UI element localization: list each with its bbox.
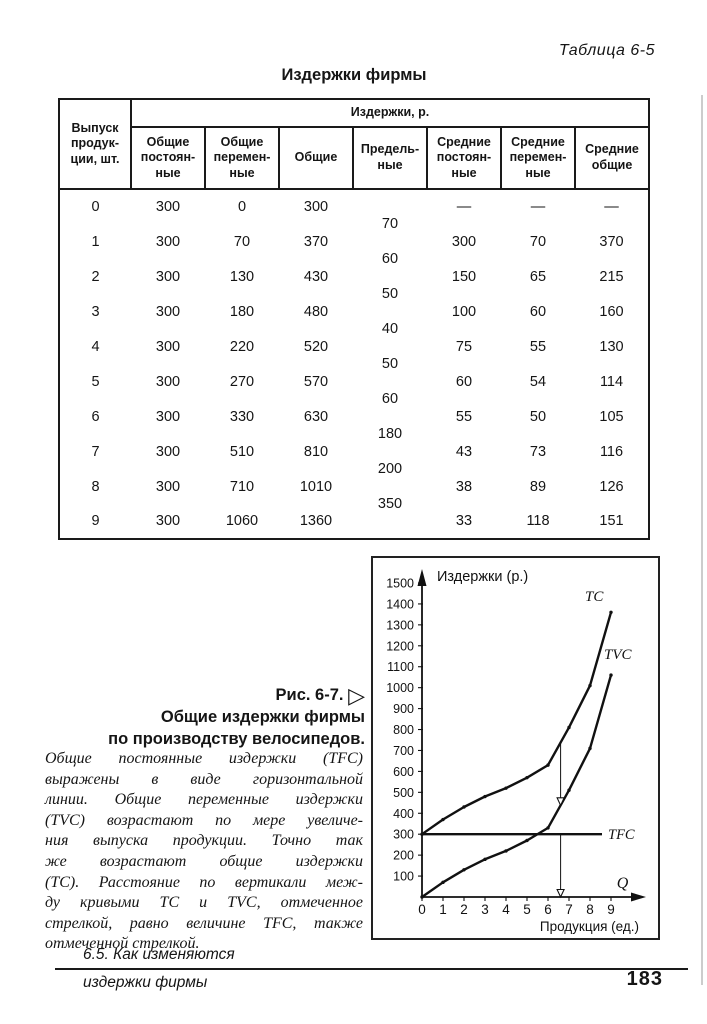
- cell-total: 570: [303, 373, 329, 390]
- cost-chart: [371, 556, 660, 940]
- cell-total-fixed: 300: [155, 443, 181, 460]
- cell-avg-variable: —: [530, 199, 546, 215]
- cell-total-fixed: 300: [155, 303, 181, 320]
- cell-avg-fixed: 75: [455, 338, 473, 355]
- costs-table: [58, 98, 650, 540]
- cell-avg-total: 126: [599, 478, 624, 495]
- cell-total: 520: [303, 338, 329, 355]
- cell-output: 8: [91, 478, 100, 495]
- cell-avg-variable: 118: [526, 513, 550, 529]
- cell-avg-fixed: 55: [455, 408, 473, 425]
- cell-total-fixed: 300: [155, 268, 181, 285]
- cell-output: 6: [91, 408, 100, 425]
- tvc-curve: [422, 675, 611, 897]
- table-row: [59, 259, 649, 294]
- footer-section-title-line1: 6.5. Как изменяются: [83, 946, 235, 963]
- cell-avg-variable: 55: [529, 338, 547, 355]
- figure-caption-title-line2: по производству велосипедов.: [108, 730, 365, 748]
- arrow-head-icon: [557, 890, 564, 898]
- cell-marginal: 50: [381, 356, 399, 372]
- page-number: 183: [626, 968, 663, 990]
- col-header-output: Выпуск продук-ции, шт.: [59, 99, 131, 189]
- cell-output: 4: [91, 338, 100, 355]
- figure-caption-title-line1: Общие издержки фирмы: [160, 708, 365, 726]
- cell-marginal: 180: [377, 426, 403, 442]
- scan-edge-artifact: [701, 95, 703, 985]
- cell-avg-total: 151: [599, 513, 624, 529]
- cell-avg-total: 160: [599, 303, 624, 320]
- cell-marginal: 60: [381, 391, 399, 407]
- footer-rule: [55, 968, 688, 970]
- cell-total-variable: 510: [229, 443, 255, 460]
- svg-text:9: 9: [607, 902, 615, 917]
- cost-chart-svg: [373, 558, 654, 934]
- cell-avg-fixed: 100: [451, 303, 477, 320]
- cell-output: 0: [91, 199, 100, 215]
- col-header-marginal: Предель-ные: [353, 127, 427, 189]
- svg-text:100: 100: [393, 869, 414, 884]
- cell-total-fixed: 300: [155, 373, 181, 390]
- cell-avg-total: —: [604, 199, 619, 215]
- svg-text:8: 8: [586, 902, 594, 917]
- cell-total: 1010: [299, 478, 333, 495]
- svg-text:4: 4: [502, 902, 510, 917]
- col-group-header-costs: Издержки, р.: [131, 99, 649, 127]
- col-header-avg-fixed: Средние постоян-ные: [427, 127, 501, 189]
- cell-total: 480: [303, 303, 329, 320]
- svg-text:600: 600: [393, 764, 414, 779]
- svg-text:Продукция (ед.): Продукция (ед.): [539, 919, 639, 934]
- cell-total-variable: 70: [233, 233, 251, 250]
- cell-output: 2: [91, 268, 100, 285]
- cell-avg-variable: 65: [529, 268, 547, 285]
- svg-text:500: 500: [393, 785, 414, 800]
- svg-text:900: 900: [393, 702, 414, 717]
- table-row: [59, 294, 649, 329]
- cell-total: 810: [303, 443, 329, 460]
- svg-text:TFC: TFC: [608, 827, 635, 844]
- cell-total: 1360: [299, 513, 333, 529]
- svg-text:1300: 1300: [386, 618, 414, 633]
- col-header-avg-variable: Средние перемен-ные: [501, 127, 575, 189]
- cell-avg-fixed: 150: [451, 268, 477, 285]
- figure-caption-label: Рис. 6-7.: [275, 686, 344, 704]
- col-header-avg-total: Средние общие: [575, 127, 649, 189]
- cell-marginal: 50: [381, 286, 399, 302]
- svg-text:800: 800: [393, 723, 414, 738]
- svg-text:0: 0: [418, 902, 426, 917]
- svg-text:1100: 1100: [387, 660, 414, 675]
- cell-avg-fixed: 33: [455, 513, 473, 529]
- cell-marginal: 40: [381, 321, 399, 337]
- cell-avg-variable: 70: [529, 233, 547, 250]
- col-header-total-fixed: Общие постоян-ные: [131, 127, 205, 189]
- cell-avg-total: 114: [599, 373, 624, 390]
- tc-curve: [422, 612, 611, 834]
- svg-text:TC: TC: [585, 589, 604, 605]
- table-row: [59, 399, 649, 434]
- cell-total-fixed: 300: [155, 233, 181, 250]
- cell-total: 370: [303, 233, 329, 250]
- svg-text:7: 7: [565, 902, 573, 917]
- cell-total-variable: 330: [229, 408, 255, 425]
- cell-total: 630: [303, 408, 329, 425]
- cell-avg-fixed: —: [456, 199, 472, 215]
- svg-text:Q: Q: [616, 875, 629, 892]
- svg-text:2: 2: [460, 902, 468, 917]
- cell-total-variable: 1060: [225, 513, 259, 529]
- cell-avg-total: 116: [599, 443, 624, 460]
- cell-total-fixed: 300: [155, 513, 181, 529]
- x-axis-arrow-icon: [631, 893, 646, 902]
- figure-description: Общие постоянные издержки (TFC) выражены в виде горизонтальной линии. Общие переменные издержки (TVC) возрастают по мере увеличе- ния выпуска продукции. Точно так же возрастают общие издержки (ТС). Расстояние по вертикали меж- ду кривыми ТС и TVC, отмеченное стрелкой, равно величине TFC, также отмеченной стрелкой.: [45, 750, 363, 953]
- cell-total-variable: 0: [237, 199, 247, 215]
- svg-text:400: 400: [393, 806, 414, 821]
- table-row: [59, 329, 649, 364]
- svg-text:1: 1: [439, 902, 447, 917]
- cell-avg-variable: 89: [529, 478, 547, 495]
- cell-output: 3: [91, 303, 100, 320]
- cell-avg-fixed: 38: [455, 478, 473, 495]
- svg-text:300: 300: [393, 827, 414, 842]
- svg-text:200: 200: [393, 848, 414, 863]
- table-title: Издержки фирмы: [281, 66, 427, 84]
- table-row: [59, 504, 649, 539]
- cell-output: 9: [91, 513, 100, 529]
- cell-avg-variable: 50: [529, 408, 547, 425]
- cell-total-fixed: 300: [155, 338, 181, 355]
- cell-total-fixed: 300: [155, 478, 181, 495]
- table-label: Таблица 6-5: [558, 42, 655, 59]
- cell-marginal: 60: [381, 251, 399, 267]
- cell-avg-variable: 73: [529, 443, 547, 460]
- svg-text:1500: 1500: [386, 576, 414, 591]
- cell-avg-fixed: 43: [455, 443, 473, 460]
- cell-total-variable: 220: [229, 338, 255, 355]
- cell-avg-total: 130: [599, 338, 624, 355]
- svg-text:1000: 1000: [386, 681, 414, 696]
- svg-text:1200: 1200: [386, 639, 414, 654]
- cell-total-variable: 270: [229, 373, 255, 390]
- svg-text:Издержки (р.): Издержки (р.): [437, 569, 529, 585]
- cell-marginal: 70: [381, 216, 399, 232]
- cell-marginal: [353, 504, 427, 539]
- cell-marginal: 200: [377, 461, 403, 477]
- cell-avg-variable: 60: [529, 303, 547, 320]
- cell-total-fixed: 300: [155, 199, 181, 215]
- cell-total-variable: 130: [229, 268, 255, 285]
- triangle-right-icon: ▷: [348, 683, 365, 708]
- cell-total-fixed: 300: [155, 408, 181, 425]
- cell-avg-fixed: 300: [451, 233, 477, 250]
- table-row: [59, 224, 649, 259]
- col-header-total: Общие: [279, 127, 353, 189]
- svg-text:1400: 1400: [386, 597, 414, 612]
- svg-text:3: 3: [481, 902, 489, 917]
- cell-avg-variable: 54: [529, 373, 547, 390]
- svg-text:6: 6: [544, 902, 552, 917]
- svg-text:5: 5: [523, 902, 531, 917]
- cell-output: 1: [91, 233, 100, 250]
- col-header-total-variable: Общие перемен-ные: [205, 127, 279, 189]
- cell-total-variable: 180: [229, 303, 255, 320]
- table-row: [59, 364, 649, 399]
- cell-output: 5: [91, 373, 100, 390]
- cell-total-variable: 710: [229, 478, 255, 495]
- footer-section-title-line2: издержки фирмы: [83, 974, 208, 991]
- cell-avg-total: 105: [599, 408, 624, 425]
- figure-caption: [60, 684, 365, 750]
- table-row: [59, 189, 649, 224]
- cell-marginal: 350: [377, 496, 403, 512]
- cell-avg-total: 215: [599, 268, 624, 285]
- table-row: [59, 469, 649, 504]
- svg-text:700: 700: [393, 743, 414, 758]
- table-row: [59, 434, 649, 469]
- cell-avg-total: 370: [599, 233, 624, 250]
- cell-total: 430: [303, 268, 329, 285]
- cell-total: 300: [303, 199, 329, 215]
- cell-avg-fixed: 60: [455, 373, 473, 390]
- svg-text:TVC: TVC: [604, 647, 632, 663]
- cell-output: 7: [91, 443, 100, 460]
